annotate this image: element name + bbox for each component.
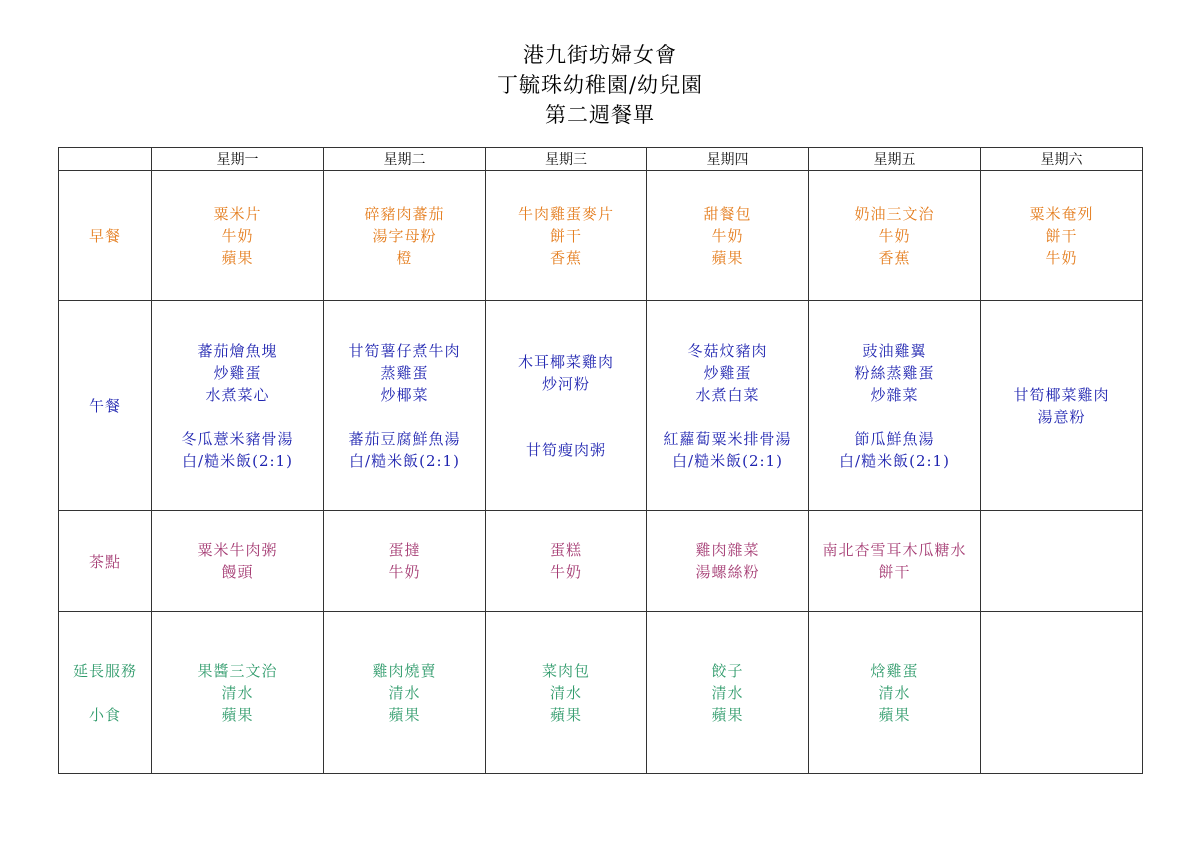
row-label-lunch: 午餐 — [59, 301, 152, 511]
menu-item: 蘋果 — [388, 705, 421, 724]
day-header: 星期五 — [809, 148, 981, 171]
menu-item: 牛奶 — [221, 226, 254, 245]
menu-item: 焓雞蛋 — [870, 661, 919, 680]
header-row — [59, 148, 1143, 171]
menu-item: 餅干 — [878, 563, 911, 581]
row-label-breakfast: 早餐 — [59, 171, 152, 301]
menu-item: 清水 — [388, 683, 421, 702]
menu-item: 白/糙米飯(2:1) — [672, 451, 783, 470]
menu-item: 甜餐包 — [703, 204, 752, 223]
menu-item: 餃子 — [711, 661, 744, 680]
menu-item: 炒雞蛋 — [213, 363, 262, 382]
lunch-cell — [152, 301, 324, 511]
lunch-cell — [809, 301, 981, 511]
title-school: 丁毓珠幼稚園/幼兒園 — [496, 73, 704, 97]
menu-item: 粟米牛肉粥 — [197, 541, 278, 559]
menu-item: 蕃茄燴魚塊 — [197, 341, 278, 360]
menu-item: 清水 — [549, 683, 582, 702]
title-organization: 港九街坊婦女會 — [523, 43, 677, 67]
menu-item: 紅蘿蔔粟米排骨湯 — [663, 429, 792, 448]
menu-item: 牛奶 — [388, 563, 421, 581]
menu-item: 湯字母粉 — [372, 226, 437, 245]
menu-item: 餅干 — [549, 226, 582, 245]
menu-item: 牛奶 — [711, 226, 744, 245]
menu-item: 甘筍薯仔煮牛肉 — [348, 341, 461, 360]
menu-item: 甘筍瘦肉粥 — [525, 440, 606, 459]
menu-item: 香蕉 — [549, 248, 582, 267]
menu-item: 橙 — [396, 248, 413, 267]
extended-cell — [486, 612, 647, 774]
menu-item: 牛奶 — [878, 226, 911, 245]
breakfast-row — [59, 171, 1143, 301]
row-label-extended-line2: 小食 — [88, 705, 121, 724]
day-header: 星期一 — [152, 148, 324, 171]
menu-item: 水煮菜心 — [205, 385, 270, 404]
day-header: 星期二 — [324, 148, 486, 171]
menu-item: 節瓜鮮魚湯 — [854, 429, 935, 448]
extended-cell — [809, 612, 981, 774]
extended-cell — [324, 612, 486, 774]
menu-item: 蘋果 — [549, 705, 582, 724]
menu-item: 碎豬肉蕃茄 — [364, 204, 445, 223]
lunch-cell — [647, 301, 809, 511]
menu-item: 饅頭 — [221, 563, 254, 581]
breakfast-cell — [647, 171, 809, 301]
menu-item: 蘋果 — [221, 248, 254, 267]
extended-cell — [647, 612, 809, 774]
row-label-extended-line1: 延長服務 — [72, 661, 137, 680]
menu-item: 蘋果 — [221, 705, 254, 724]
row-label-tea: 茶點 — [59, 511, 152, 612]
breakfast-cell — [324, 171, 486, 301]
menu-item: 香蕉 — [878, 248, 911, 267]
tea-cell — [324, 511, 486, 612]
menu-item: 粟米片 — [213, 204, 262, 223]
corner-cell — [59, 148, 152, 171]
day-header: 星期三 — [486, 148, 647, 171]
menu-item: 湯意粉 — [1037, 407, 1086, 426]
breakfast-cell — [809, 171, 981, 301]
menu-item: 雞肉燒賣 — [372, 661, 437, 680]
menu-item: 牛肉雞蛋麥片 — [517, 204, 614, 223]
menu-item: 菜肉包 — [541, 661, 590, 680]
row-label-extended — [59, 612, 152, 774]
menu-item: 蘋果 — [878, 705, 911, 724]
menu-item: 清水 — [878, 683, 911, 702]
menu-item: 牛奶 — [549, 563, 582, 581]
menu-item: 白/糙米飯(2:1) — [182, 451, 293, 470]
menu-item: 蛋糕 — [549, 541, 582, 559]
breakfast-cell — [486, 171, 647, 301]
tea-cell — [809, 511, 981, 612]
menu-item: 炒雜菜 — [870, 385, 919, 404]
day-header: 星期六 — [981, 148, 1143, 171]
breakfast-cell — [981, 171, 1143, 301]
menu-item: 木耳椰菜雞肉 — [517, 352, 614, 371]
menu-item: 南北杏雪耳木瓜糖水 — [822, 541, 967, 559]
extended-cell — [152, 612, 324, 774]
title-menu-week: 第二週餐單 — [545, 103, 655, 127]
lunch-cell — [486, 301, 647, 511]
breakfast-cell — [152, 171, 324, 301]
tea-row — [59, 511, 1143, 612]
menu-item: 蒸雞蛋 — [380, 363, 429, 382]
tea-cell — [981, 511, 1143, 612]
menu-item: 餅干 — [1045, 226, 1078, 245]
menu-item: 清水 — [221, 683, 254, 702]
lunch-cell — [981, 301, 1143, 511]
menu-item: 水煮白菜 — [695, 385, 760, 404]
extended-service-row — [59, 612, 1143, 774]
menu-item: 粉絲蒸雞蛋 — [854, 363, 935, 382]
menu-item: 蘋果 — [711, 248, 744, 267]
tea-cell — [647, 511, 809, 612]
menu-item: 白/糙米飯(2:1) — [349, 451, 460, 470]
menu-item: 湯螺絲粉 — [695, 563, 760, 581]
tea-cell — [152, 511, 324, 612]
menu-item: 蘋果 — [711, 705, 744, 724]
menu-table — [58, 147, 1143, 774]
extended-cell — [981, 612, 1143, 774]
menu-item: 粟米奄列 — [1029, 204, 1094, 223]
tea-cell — [486, 511, 647, 612]
menu-item: 蕃茄豆腐鮮魚湯 — [348, 429, 461, 448]
menu-item: 甘筍椰菜雞肉 — [1013, 385, 1110, 404]
menu-item: 白/糙米飯(2:1) — [839, 451, 950, 470]
menu-item: 炒椰菜 — [380, 385, 429, 404]
menu-item: 豉油雞翼 — [862, 341, 927, 360]
menu-item: 冬菇炆豬肉 — [687, 341, 768, 360]
menu-item: 冬瓜薏米豬骨湯 — [181, 429, 294, 448]
menu-item: 牛奶 — [1045, 248, 1078, 267]
menu-item: 炒河粉 — [541, 374, 590, 393]
day-header: 星期四 — [647, 148, 809, 171]
menu-item: 奶油三文治 — [854, 204, 935, 223]
menu-item: 雞肉雜菜 — [695, 541, 760, 559]
lunch-cell — [324, 301, 486, 511]
menu-item: 清水 — [711, 683, 744, 702]
menu-item: 果醬三文治 — [197, 661, 278, 680]
menu-item: 炒雞蛋 — [703, 363, 752, 382]
menu-item: 蛋撻 — [388, 541, 421, 559]
lunch-row — [59, 301, 1143, 511]
